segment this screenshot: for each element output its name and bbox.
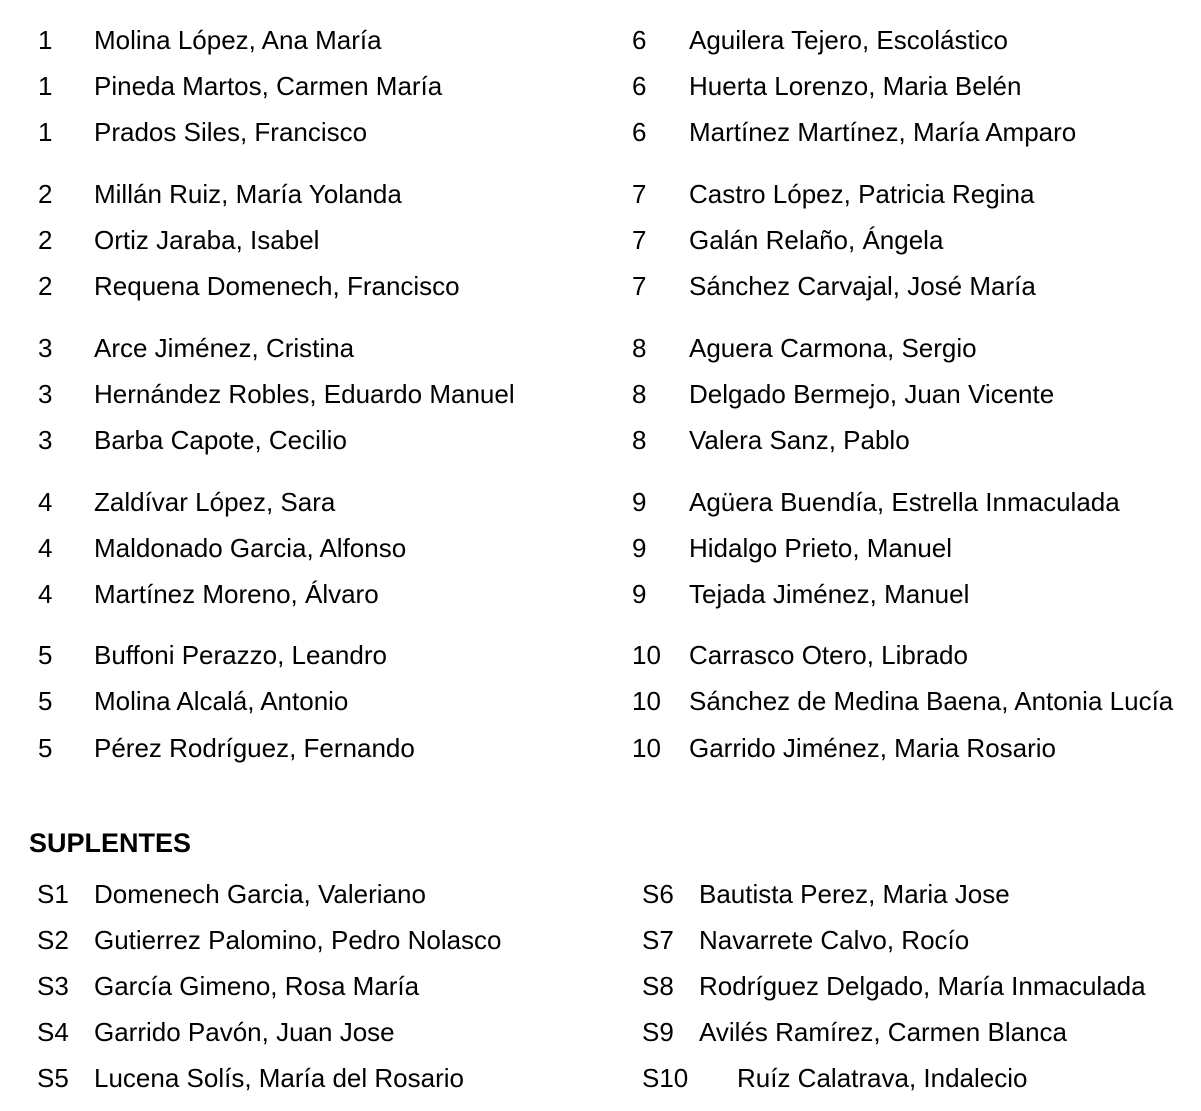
member-number: 9 <box>632 487 647 517</box>
member-number: S8 <box>642 971 674 1001</box>
member-name: Huerta Lorenzo, Maria Belén <box>689 71 1022 101</box>
member-number: 5 <box>38 733 53 763</box>
member-name: Ortiz Jaraba, Isabel <box>94 225 320 255</box>
member-number: S1 <box>37 879 69 909</box>
member-name: Ruíz Calatrava, Indalecio <box>737 1063 1028 1093</box>
member-number: 6 <box>632 71 647 101</box>
member-number: S2 <box>37 925 69 955</box>
member-number: 8 <box>632 425 647 455</box>
member-name: Prados Siles, Francisco <box>94 117 368 147</box>
member-name: Garrido Jiménez, Maria Rosario <box>689 733 1057 763</box>
member-name: Molina Alcalá, Antonio <box>94 686 349 716</box>
member-number: 2 <box>38 225 53 255</box>
member-name: Aguera Carmona, Sergio <box>689 333 977 363</box>
member-name: Hernández Robles, Eduardo Manuel <box>94 379 515 409</box>
member-name: Millán Ruiz, María Yolanda <box>94 179 402 209</box>
member-number: 9 <box>632 533 647 563</box>
member-name: Agüera Buendía, Estrella Inmaculada <box>689 487 1120 517</box>
member-name: Sánchez de Medina Baena, Antonia Lucía <box>689 686 1174 716</box>
member-name: Arce Jiménez, Cristina <box>94 333 355 363</box>
member-name: Gutierrez Palomino, Pedro Nolasco <box>94 925 502 955</box>
member-name: Pineda Martos, Carmen María <box>94 71 443 101</box>
member-number: 3 <box>38 333 53 363</box>
member-name: Molina López, Ana María <box>94 25 382 55</box>
member-number: 2 <box>38 179 53 209</box>
member-number: 2 <box>38 271 53 301</box>
member-name: Maldonado Garcia, Alfonso <box>94 533 407 563</box>
member-name: Pérez Rodríguez, Fernando <box>94 733 415 763</box>
member-name: Barba Capote, Cecilio <box>94 425 347 455</box>
member-number: 8 <box>632 333 647 363</box>
member-number: S5 <box>37 1063 69 1093</box>
member-name: Valera Sanz, Pablo <box>689 425 910 455</box>
member-name: Sánchez Carvajal, José María <box>689 271 1036 301</box>
member-name: Carrasco Otero, Librado <box>689 640 968 670</box>
member-name: Hidalgo Prieto, Manuel <box>689 533 953 563</box>
member-number: S4 <box>37 1017 69 1047</box>
member-number: 4 <box>38 533 53 563</box>
member-number: 7 <box>632 271 647 301</box>
member-name: Domenech Garcia, Valeriano <box>94 879 426 909</box>
member-number: 6 <box>632 117 647 147</box>
member-number: S3 <box>37 971 69 1001</box>
member-number: 7 <box>632 225 647 255</box>
member-number: 10 <box>632 640 661 670</box>
member-number: 10 <box>632 733 661 763</box>
member-number: 3 <box>38 379 53 409</box>
member-number: 5 <box>38 686 53 716</box>
member-name: Requena Domenech, Francisco <box>94 271 460 301</box>
member-number: 5 <box>38 640 53 670</box>
member-number: 6 <box>632 25 647 55</box>
member-number: 10 <box>632 686 661 716</box>
member-name: Zaldívar López, Sara <box>94 487 336 517</box>
member-name: Rodríguez Delgado, María Inmaculada <box>699 971 1146 1001</box>
member-number: S6 <box>642 879 674 909</box>
member-number: 1 <box>38 71 53 101</box>
member-name: Martínez Moreno, Álvaro <box>94 579 379 609</box>
substitutes-heading: SUPLENTES <box>29 828 192 858</box>
member-name: Garrido Pavón, Juan Jose <box>94 1017 395 1047</box>
member-name: Navarrete Calvo, Rocío <box>699 925 970 955</box>
member-name: García Gimeno, Rosa María <box>94 971 420 1001</box>
member-name: Lucena Solís, María del Rosario <box>94 1063 464 1093</box>
member-name: Martínez Martínez, María Amparo <box>689 117 1077 147</box>
member-number: S7 <box>642 925 674 955</box>
member-number: 3 <box>38 425 53 455</box>
member-number: 7 <box>632 179 647 209</box>
member-name: Castro López, Patricia Regina <box>689 179 1035 209</box>
member-name: Tejada Jiménez, Manuel <box>689 579 970 609</box>
member-number: S9 <box>642 1017 674 1047</box>
member-name: Galán Relaño, Ángela <box>689 225 944 255</box>
member-number: 8 <box>632 379 647 409</box>
member-name: Avilés Ramírez, Carmen Blanca <box>699 1017 1067 1047</box>
member-number: 1 <box>38 117 53 147</box>
member-name: Buffoni Perazzo, Leandro <box>94 640 387 670</box>
member-number: 4 <box>38 579 53 609</box>
member-number: S10 <box>642 1063 689 1093</box>
member-name: Delgado Bermejo, Juan Vicente <box>689 379 1055 409</box>
member-number: 9 <box>632 579 647 609</box>
member-number: 1 <box>38 25 53 55</box>
member-name: Bautista Perez, Maria Jose <box>699 879 1010 909</box>
member-name: Aguilera Tejero, Escolástico <box>689 25 1008 55</box>
member-number: 4 <box>38 487 53 517</box>
